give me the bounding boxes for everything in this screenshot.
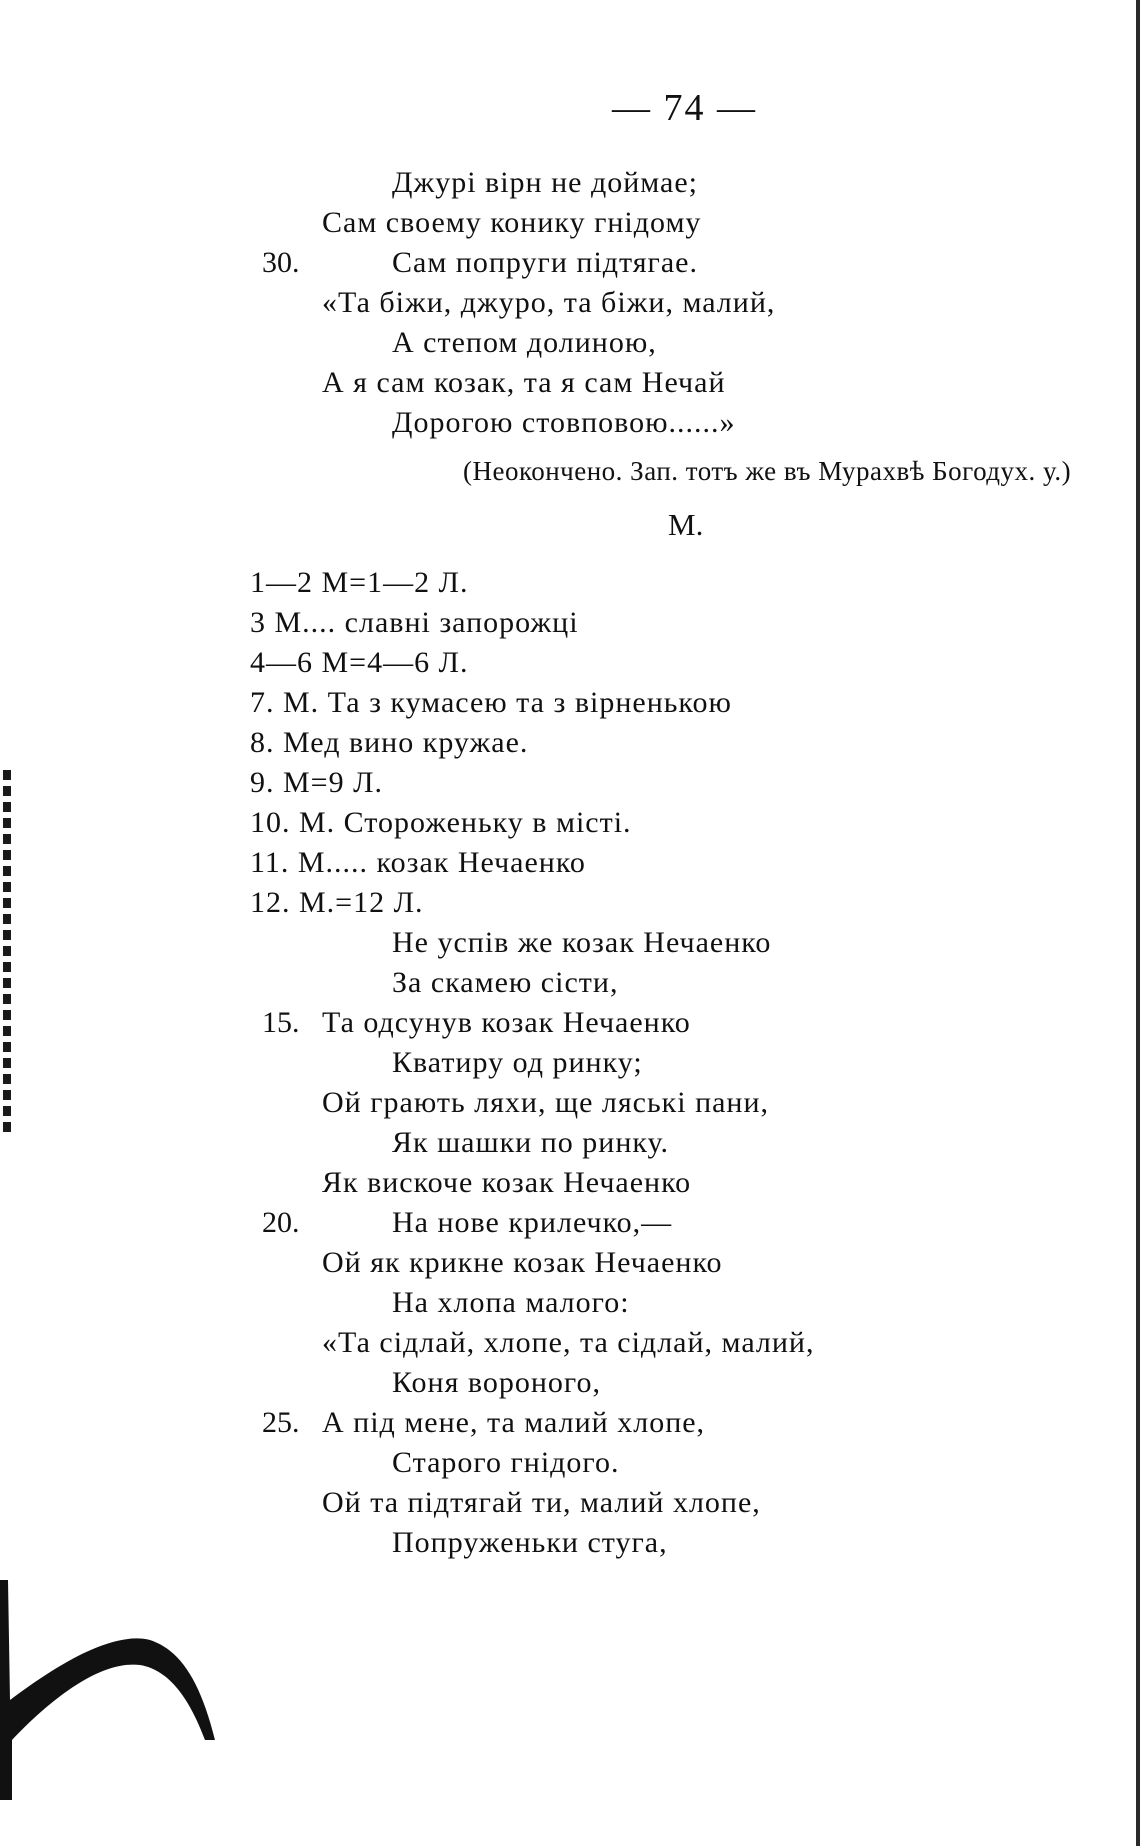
- verse-line: На хлопа малого:: [392, 1286, 630, 1319]
- verse-line: Ой як крикне козак Нечаенко: [322, 1246, 723, 1279]
- variant-line: 11. М..... козак Нечаенко: [250, 846, 586, 879]
- verse-line: Коня вороного,: [392, 1366, 601, 1399]
- variant-line: 8. Мед вино кружае.: [250, 726, 529, 759]
- verse-line: «Та біжи, джуро, та біжи, малий,: [322, 286, 776, 319]
- variant-line: 3 М.... славні запорожці: [250, 606, 579, 639]
- verse-line: Кватиру од ринку;: [392, 1046, 643, 1079]
- verse-line: Дорогою стовповою......»: [392, 406, 736, 439]
- verse-line: Та одсунув козак Нечаенко: [322, 1006, 691, 1039]
- page-corner-shadow: [0, 1540, 240, 1800]
- verse-line: Як шашки по ринку.: [392, 1126, 670, 1159]
- page-edge: [1136, 0, 1140, 1846]
- verse-line: Сам своему конику гнідому: [322, 206, 702, 239]
- verse-line: «Та сідлай, хлопе, та сідлай, малий,: [322, 1326, 815, 1359]
- verse-line: На нове крилечко,—: [392, 1206, 673, 1239]
- verse-line: Ой та підтягай ти, малий хлопе,: [322, 1486, 761, 1519]
- variant-line: 1—2 М=1—2 Л.: [250, 566, 469, 599]
- page-number: — 74 —: [612, 87, 757, 129]
- verse-line: Ой грають ляхи, ще ляські пани,: [322, 1086, 770, 1119]
- verse-line: Як вискоче козак Нечаенко: [322, 1166, 692, 1199]
- verse-line-number: 15.: [262, 1006, 300, 1039]
- variant-line: 12. М.=12 Л.: [250, 886, 424, 919]
- verse-line-number: 25.: [262, 1406, 300, 1439]
- section-title: М.: [668, 507, 704, 542]
- source-note: (Неокончено. Зап. тотъ же въ Мурахвѣ Богодух. у.): [463, 456, 1072, 486]
- verse-line: Старого гнідого.: [392, 1446, 620, 1479]
- verse-line: За скамею сісти,: [392, 966, 619, 999]
- verse-line: Джурі вірн не доймае;: [392, 166, 699, 199]
- variant-line: 9. М=9 Л.: [250, 766, 383, 799]
- verse-line: А під мене, та малий хлопе,: [322, 1406, 706, 1439]
- verse-line: Попруженьки стуга,: [392, 1526, 668, 1559]
- verse-line: А степом долиною,: [392, 326, 657, 359]
- variant-line: 10. М. Стороженьку в місті.: [250, 806, 632, 839]
- verse-line: Не успів же козак Нечаенко: [392, 926, 772, 959]
- verse-line-number: 20.: [262, 1206, 300, 1239]
- verse-line: Сам попруги підтягае.: [392, 246, 698, 279]
- variant-line: 7. М. Та з кумасею та з вірненькою: [250, 686, 732, 719]
- verse-line: А я сам козак, та я сам Нечай: [322, 366, 726, 399]
- binding-marks: [0, 770, 14, 1170]
- verse-line-number: 30.: [262, 246, 300, 279]
- variant-line: 4—6 М=4—6 Л.: [250, 646, 469, 679]
